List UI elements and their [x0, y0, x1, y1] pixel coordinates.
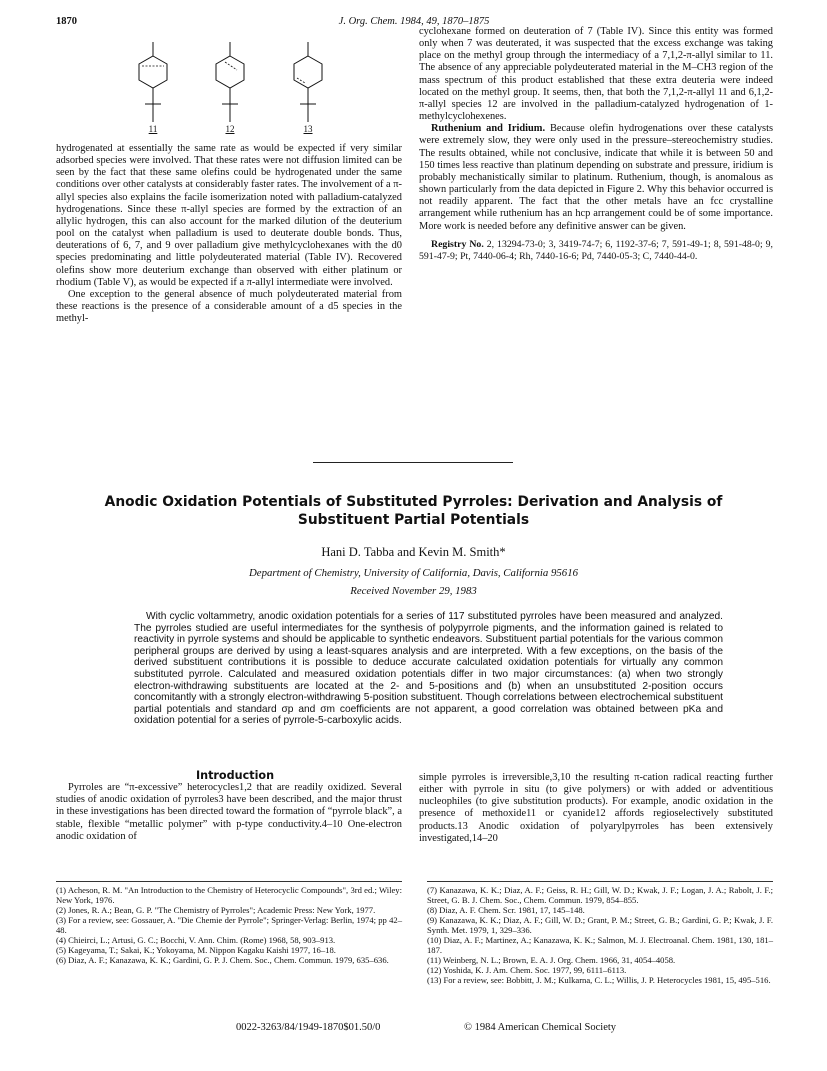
- paragraph-body: Because olefin hydrogenations over these catalysts were extremely slow, they were only used in the pressure–stereochemistry studies. The results obtained, while not conclusive, indicate that while it is between 50 and 150 times less reactive than platinum depending on substrate and pressure, iridium is probably mechanistically similar to platinum. Ruthenium, though, is anomalous as shown particularly from the data depicted in Figure 2. Why this behavior occurred is not readily apparent. The fact that the other metals have an fcc crystalline arrangement while ruthenium has an hcp arrangement could be of some importance. More work is needed before any definitive answer can be given.: [419, 123, 774, 232]
- section-run-in-heading: Ruthenium and Iridium.: [431, 123, 546, 135]
- structure-13-label: 13: [303, 124, 313, 134]
- paragraph-ruthenium: [419, 123, 773, 232]
- article-title: Anodic Oxidation Potentials of Substituted Pyrroles: Derivation and Analysis of Substituent Partial Potentials: [104, 494, 723, 528]
- chemical-structures: [100, 42, 360, 140]
- paragraph: One exception to the general absence of much polydeuterated material from these reactions is the presence of a considerable amount of a d5 species in the methyl-: [56, 288, 402, 325]
- footnotes-right: [427, 885, 773, 985]
- structure-12-drawing: [205, 42, 255, 126]
- footnote: (2) Jones, R. A.; Bean, G. P. "The Chemistry of Pyrroles"; Academic Press: New York, 1977.: [56, 905, 376, 915]
- footnote: (9) Kanazawa, K. K.; Diaz, A. F.; Gill, W. D.; Grant, P. M.; Street, G. B.; Gardini, G. P.; Kwak, J. F. Synth. Met. 1979, 1, 329–336.: [427, 915, 773, 935]
- footnotes-left: [56, 885, 402, 965]
- footnote: (7) Kanazawa, K. K.; Diaz, A. F.; Geiss, R. H.; Gill, W. D.; Kwak, J. F.; Logan, J. A.; Rabolt, J. F.; Street, G. B. J. Chem. Soc., Chem. Commun. 1979, 854–855.: [427, 885, 773, 905]
- received-date: Received November 29, 1983: [350, 585, 477, 597]
- structure-11-drawing: [128, 42, 178, 126]
- footnote: (5) Kageyama, T.; Sakai, K.; Yokoyama, M. Nippon Kagaku Kaishi 1977, 16–18.: [56, 945, 336, 955]
- intro-left-column: [56, 770, 402, 843]
- footnote: (3) For a review, see: Gossauer, A. "Die Chemie der Pyrrole"; Springer-Verlag: Berlin, 1974; pp 42–48.: [56, 915, 402, 935]
- footnote: (8) Diaz, A. F. Chem. Scr. 1981, 17, 145–148.: [427, 905, 585, 915]
- abstract: [134, 611, 723, 727]
- footnote: (10) Diaz, A. F.; Martinez, A.; Kanazawa, K. K.; Salmon, M. J. Electroanal. Chem. 1981, 130, 181–187.: [427, 935, 773, 955]
- copyright: © 1984 American Chemical Society: [464, 1022, 617, 1033]
- paragraph: simple pyrroles is irreversible,3,10 the resulting π-cation radical reacting further either with pyrrole in situ (to give polymers) or with added or adventitious nucleophiles (to give substitution products). For example, anodic oxidation in the presence of methoxide11 or cyanide12 affords regioselectively substituted products.13 Anodic oxidation of polyarylpyrroles has been extensively investigated,14–20: [419, 772, 773, 844]
- structure-13-drawing: [283, 42, 333, 126]
- article-divider: [313, 462, 513, 463]
- introduction-heading: Introduction: [195, 769, 275, 782]
- registry-numbers: [419, 239, 773, 263]
- left-column-text: [56, 143, 402, 325]
- article-authors: Hani D. Tabba and Kevin M. Smith*: [321, 545, 506, 559]
- footnote: (11) Weinberg, N. L.; Brown, E. A. J. Org. Chem. 1966, 31, 4054–4058.: [427, 955, 676, 965]
- journal-citation: J. Org. Chem. 1984, 49, 1870–1875: [338, 16, 490, 27]
- page-number: 1870: [56, 16, 77, 27]
- footnote: (1) Acheson, R. M. "An Introduction to the Chemistry of Heterocyclic Compounds", 3rd ed.; Wiley: New York, 1976.: [56, 885, 402, 905]
- footnote-rule-right: [427, 881, 773, 882]
- paragraph: hydrogenated at essentially the same rate as would be expected if very similar adsorbed species were involved. That these rates were not diffusion limited can be seen by the fact that these same olefins could be hydrogenated under the same conditions over other catalysts at considerably faster rates. The involvement of a π-allyl species also explains the facile isomerization noted with palladium-catalyzed hydrogenations. Since these π-allyl species are formed by the extraction of an allylic hydrogen, this can also account for the marked dilution of the deuterium pool on the catalyst when palladium is used to deuterate double bonds. Thus, deuterations of 6, 7, and 9 over palladium give methylcyclohexanes with the d0 species predominating and little polydeuterated material (Table IV). Recovered olefins show more deuterium exchange than observed with either platinum or rhodium (Table V), as would be expected if a π-allyl intermediate were involved.: [56, 143, 402, 288]
- footnote: (13) For a review, see: Bobbitt, J. M.; Kulkarna, C. L.; Willis, J. P. Heterocycles 1981, 15, 495–516.: [427, 975, 771, 985]
- intro-right-column: [419, 772, 773, 845]
- abstract-text: With cyclic voltammetry, anodic oxidation potentials for a series of 117 substituted pyrroles have been measured and analyzed. The pyrroles studied are useful intermediates for the synthesis of polypyrrole pigments, and the information gained is related to reactivity in pyrrole systems and should be applicable to synthetic endeavors. Substituent partial potentials for the various common peripheral groups are derived by using a least-squares analysis and are interpreted. With a few exceptions, on the basis of the derived substituent contributions it is possible to deduce accurate calculated oxidation potentials for virtually any common substituted pyrrole. Calculated and measured oxidation potentials differ in two major circumstances: (a) when two strongly electron-withdrawing substituents are located at the 2- and 5-positions and (b) when an unsubstituted 2-position occurs concomitantly with a strongly electron-withdrawing 5-position substituent. Though correlations between electrochemical substituent partial potentials and standard σp and σm coefficients are not apparent, a good correlation was obtained between pKa and oxidation potential for a series of pyrrole-5-carboxylic acids.: [134, 611, 723, 727]
- author-affiliation: Department of Chemistry, University of California, Davis, California 95616: [249, 567, 578, 579]
- right-column-text: [419, 26, 773, 263]
- footnote: (12) Yoshida, K. J. Am. Chem. Soc. 1977, 99, 6111–6113.: [427, 965, 627, 975]
- paragraph: cyclohexane formed on deuteration of 7 (Table IV). Since this entity was formed only when 7 was deuterated, it was suspected that the excess exchange was taking place on the methyl group through the intermediacy of a 7,1,2-π-allyl similar to 11. The absence of any appreciable polydeuterated material in the M–CH3 region of the mass spectrum of this product established that these extra deuteria were indeed located on the methyl group. It seems, then, that both the 7,1,2-π-allyl 11 and 6,1,2-π-allyl species 12 are involved in the palladium-catalyzed hydrogenation of 1-methylcyclohexenes.: [419, 26, 773, 123]
- article-code: 0022-3263/84/1949-1870$01.50/0: [236, 1022, 381, 1033]
- footnote: (4) Chieirci, L.; Artusi, G. C.; Bocchi, V. Ann. Chim. (Rome) 1968, 58, 903–913.: [56, 935, 336, 945]
- structure-11-label: 11: [148, 124, 158, 134]
- footnote-rule-left: [56, 881, 402, 882]
- paragraph: Pyrroles are “π-excessive” heterocycles1,2 that are readily oxidized. Several studies of anodic oxidation of pyrroles3 have been described, and the major thrust in these investigations has been directed toward the formation of “pyrrole black”, a stable, flexible “metallic polymer” with p-type conductivity.4–10 One-electron anodic oxidation of: [56, 782, 402, 842]
- footnote: (6) Diaz, A. F.; Kanazawa, K. K.; Gardini, G. P. J. Chem. Soc., Chem. Commun. 1979, 635–636.: [56, 955, 389, 965]
- registry-body: 2, 13294-73-0; 3, 3419-74-7; 6, 1192-37-6; 7, 591-49-1; 8, 591-48-0; 9, 591-47-9; Pt, 7440-06-4; Rh, 7440-16-6; Pd, 7440-05-3; C, 7440-44-0.: [419, 238, 773, 262]
- structure-12-label: 12: [225, 124, 235, 134]
- registry-heading: Registry No.: [431, 238, 484, 250]
